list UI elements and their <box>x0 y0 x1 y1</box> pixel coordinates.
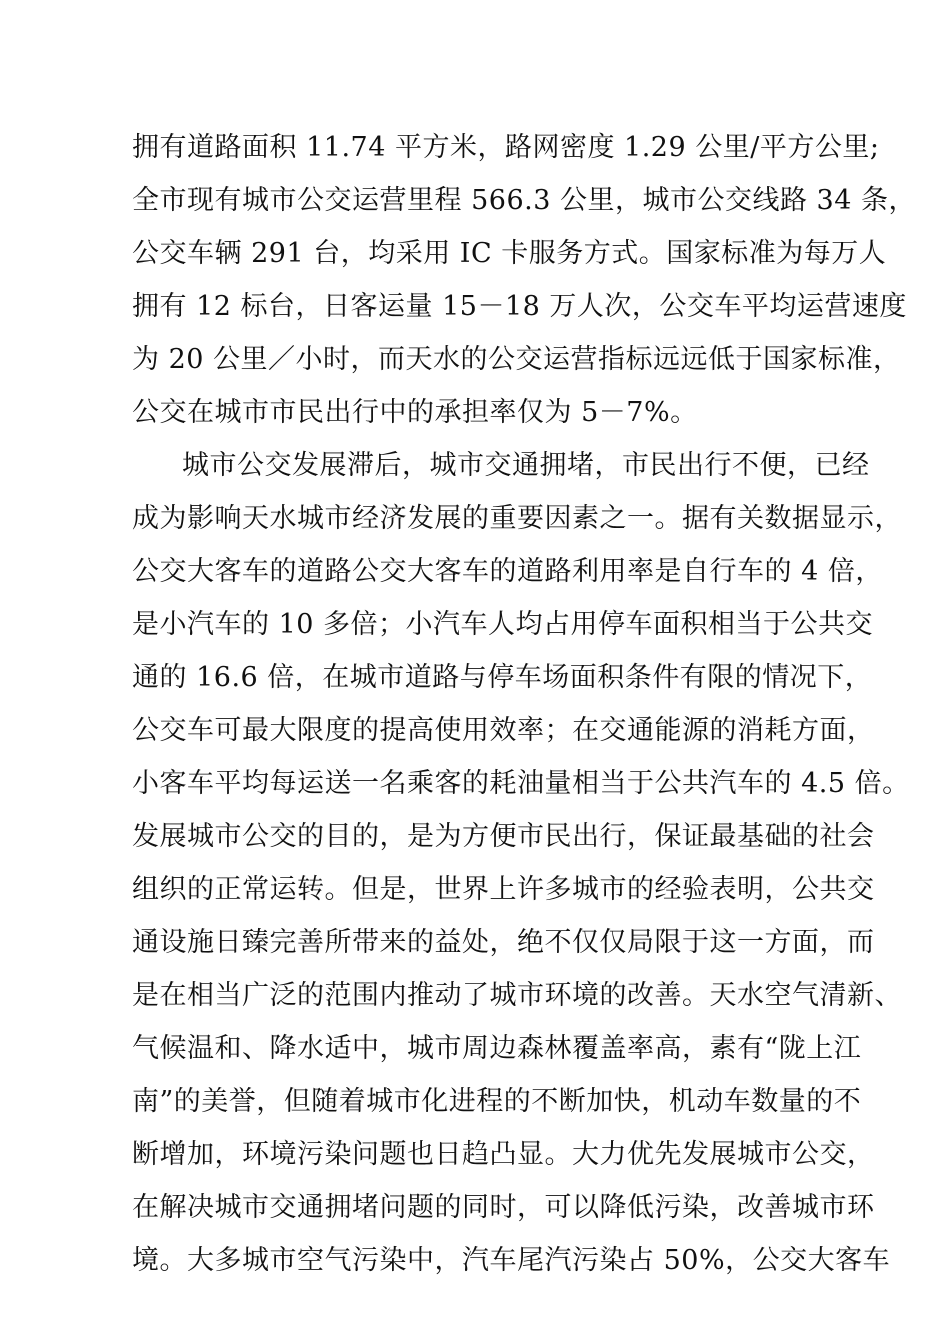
paragraph-first-line: 城市公交发展滞后，城市交通拥堵，市民出行不便，已经 <box>182 450 870 481</box>
text-line: 发展城市公交的目的，是为方便市民出行，保证最基础的社会 <box>132 821 875 852</box>
text-line: 是小汽车的 10 多倍；小汽车人均占用停车面积相当于公共交 <box>132 609 874 640</box>
text-line: 公交车可最大限度的提高使用效率；在交通能源的消耗方面， <box>132 715 875 746</box>
text-line: 在解决城市交通拥堵问题的同时，可以降低污染，改善城市环 <box>132 1192 875 1223</box>
text-line: 拥有道路面积 11.74 平方米，路网密度 1.29 公里/平方公里; <box>132 132 880 163</box>
text-line: 拥有 12 标台，日客运量 15－18 万人次，公交车平均运营速度 <box>132 291 907 322</box>
text-line: 是在相当广泛的范围内推动了城市环境的改善。天水空气清新、 <box>132 980 902 1011</box>
text-line: 公交大客车的道路公交大客车的道路利用率是自行车的 4 倍， <box>132 556 883 587</box>
text-line: 南”的美誉，但随着城市化进程的不断加快，机动车数量的不 <box>132 1086 862 1117</box>
text-line: 通的 16.6 倍，在城市道路与停车场面积条件有限的情况下， <box>132 662 873 693</box>
text-line: 成为影响天水城市经济发展的重要因素之一。据有关数据显示， <box>132 503 902 534</box>
text-line: 小客车平均每运送一名乘客的耗油量相当于公共汽车的 4.5 倍。 <box>132 768 910 799</box>
text-line: 气候温和、降水适中，城市周边森林覆盖率高，素有“陇上江 <box>132 1033 862 1064</box>
text-line: 公交车辆 291 台，均采用 IC 卡服务方式。国家标准为每万人 <box>132 238 887 269</box>
text-line: 通设施日臻完善所带来的益处，绝不仅仅局限于这一方面，而 <box>132 927 875 958</box>
text-line: 公交在城市市民出行中的承担率仅为 5－7%。 <box>132 397 698 428</box>
text-line: 为 20 公里／小时，而天水的公交运营指标远远低于国家标准， <box>132 344 901 375</box>
text-line: 组织的正常运转。但是，世界上许多城市的经验表明，公共交 <box>132 874 875 905</box>
text-line: 境。大多城市空气污染中，汽车尾汽污染占 50%，公交大客车 <box>132 1245 891 1276</box>
text-line: 断增加，环境污染问题也日趋凸显。大力优先发展城市公交， <box>132 1139 875 1170</box>
text-line: 全市现有城市公交运营里程 566.3 公里，城市公交线路 34 条， <box>132 185 916 216</box>
